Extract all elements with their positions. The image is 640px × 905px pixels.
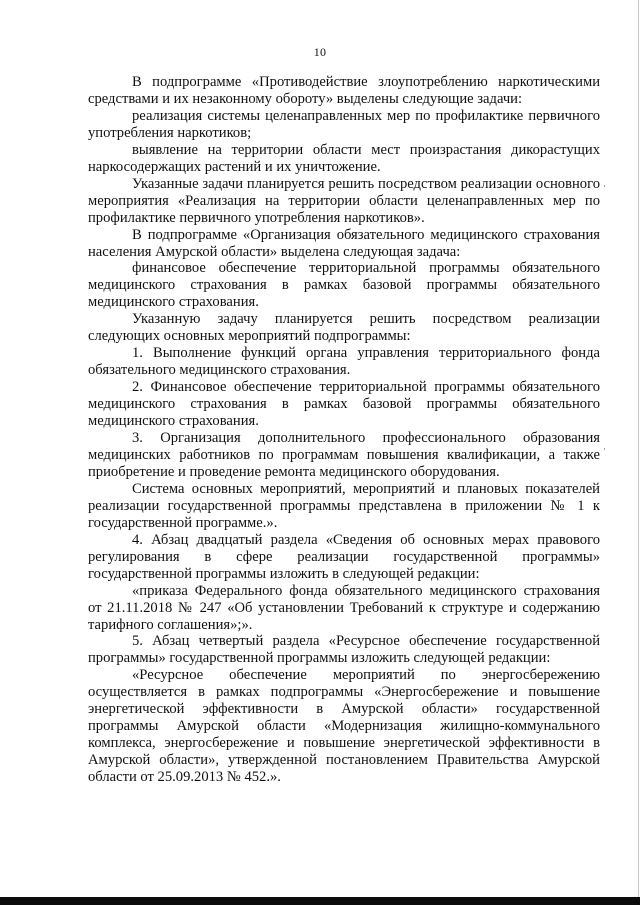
scan-speck xyxy=(604,185,605,187)
paragraph-9: 2. Финансовое обеспечение территориальной программы обязательного медицинского страхования в рамках базовой программы обязательного медицинского страхования. xyxy=(88,379,600,430)
scan-speck xyxy=(604,448,605,450)
paragraph-12: 4. Абзац двадцатый раздела «Сведения об основных мерах правового регулирования в сфере реализации государственной программы» государственной программы изложить в следующей редакции: xyxy=(88,531,600,582)
paragraph-1: В подпрограмме «Противодействие злоупотреблению наркотическими средствами и их незаконному обороту» выделены следующие задачи: xyxy=(88,74,600,107)
paragraph-11: Система основных мероприятий, мероприятий и плановых показателей реализации государственной программы представлена в приложении № 1 к государственной программе.». xyxy=(88,480,600,531)
paragraph-3: выявление на территории области мест произрастания дикорастущих наркосодержащих растений и их уничтожение. xyxy=(88,141,600,175)
paragraph-4: Указанные задачи планируется решить посредством реализации основного мероприятия «Реализация на территории области целенаправленных мер по профилактике первичного употребления наркотиков». xyxy=(88,175,600,226)
scan-edge-line xyxy=(638,0,639,905)
paragraph-7: Указанную задачу планируется решить посредством реализации следующих основных мероприятий подпрограммы: xyxy=(88,311,600,345)
page-number: 10 xyxy=(313,45,327,59)
document-body xyxy=(88,74,600,786)
paragraph-8: 1. Выполнение функций органа управления территориального фонда обязательного медицинского страхования. xyxy=(88,345,600,379)
paragraph-10: 3. Организация дополнительного профессионального образования медицинских работников по программам повышения квалификации, а также приобретение и проведение ремонта медицинского оборудования. xyxy=(88,430,600,480)
paragraph-15: «Ресурсное обеспечение мероприятий по энергосбережению осуществляется в рамках подпрограммы «Энергосбережение и повышение энергетической эффективности в Амурской области» государственной программы Амурской области «Модернизация жилищно-коммунального комплекса, энергосбережение и повышение энергетической эффективности в Амурской области», утвержденной постановлением Правительства Амурской области от 25.09.2013 № 452.». xyxy=(88,667,600,786)
paragraph-5: В подпрограмме «Организация обязательного медицинского страхования населения Амурской области» выделена следующая задача: xyxy=(88,226,600,260)
paragraph-13: «приказа Федерального фонда обязательного медицинского страхования от 21.11.2018 № 247 «Об установлении Требований к структуре и содержанию тарифного соглашения»;». xyxy=(88,582,600,633)
paragraph-2: реализация системы целенаправленных мер по профилактике первичного употребления наркотиков; xyxy=(88,107,600,141)
scan-bottom-edge xyxy=(0,897,640,905)
paragraph-6: финансовое обеспечение территориальной программы обязательного медицинского страхования в рамках базовой программы обязательного медицинского страхования. xyxy=(88,260,600,311)
paragraph-14: 5. Абзац четвертый раздела «Ресурсное обеспечение государственной программы» государственной программы изложить следующей редакции: xyxy=(88,633,600,667)
